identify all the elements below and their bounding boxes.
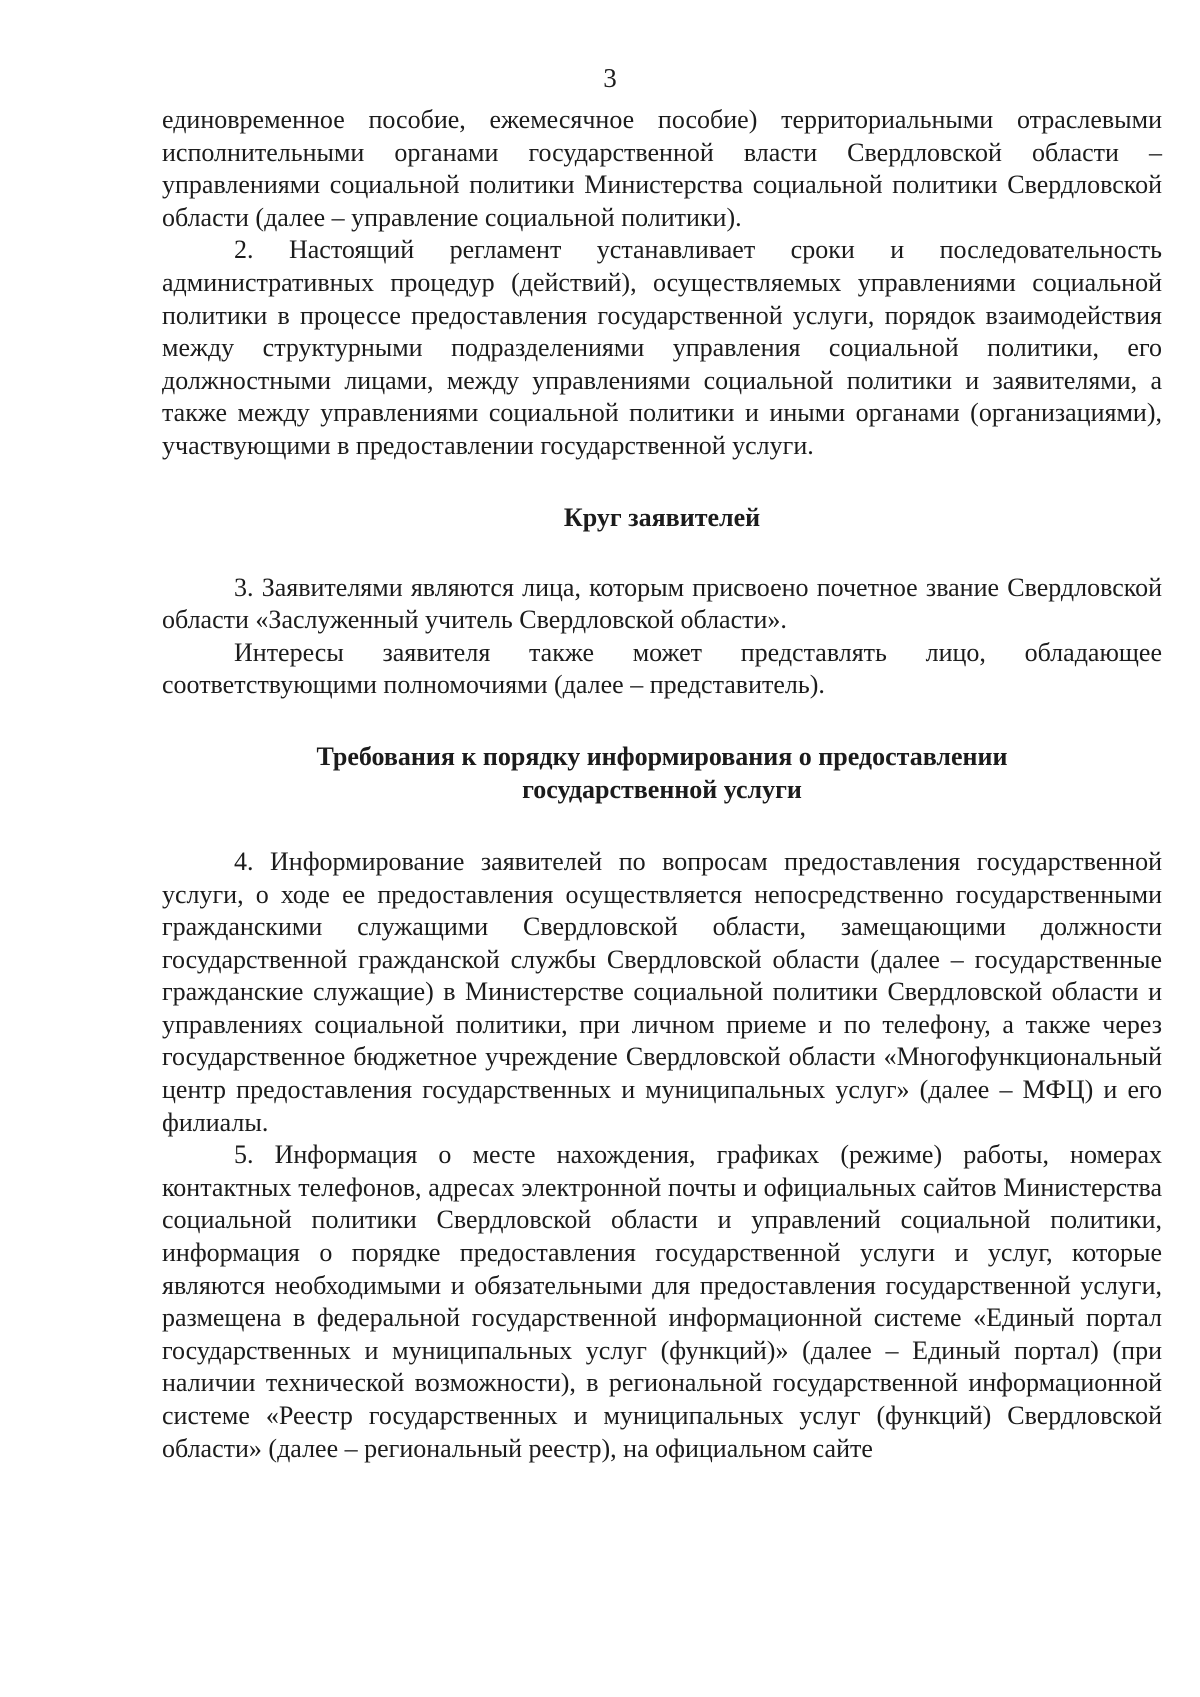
section-heading-informing-line1: Требования к порядку информирования о предоставлении <box>316 741 1008 771</box>
paragraph-continuation: единовременное пособие, ежемесячное пособие) территориальными отраслевыми исполнительными органами государственной власти Свердловской области – управлениями социальной политики Министерства социальной политики Свердловской области (далее – управление социальной политики). <box>162 105 1162 232</box>
document-body <box>162 104 1162 1465</box>
section-heading-applicants: Круг заявителей <box>563 502 761 532</box>
page-number: 3 <box>603 63 617 93</box>
paragraph-2: 2. Настоящий регламент устанавливает сроки и последовательность административных процедур (действий), осуществляемых управлениями социальной политики в процессе предоставления государственной услуги, порядок взаимодействия между структурными подразделениями управления социальной политики, его должностными лицами, между управлениями социальной политики и заявителями, а также между управлениями социальной политики и иными органами (организациями), участвующими в предоставлении государственной услуги. <box>162 235 1162 460</box>
paragraph-4: 4. Информирование заявителей по вопросам предоставления государственной услуги, о ходе ее предоставления осуществляется непосредственно государственными гражданскими служащими Свердловской области, замещающими должности государственной гражданской службы Свердловской области (далее – государственные гражданские служащие) в Министерстве социальной политики Свердловской области и управлениях социальной политики, при личном приеме и по телефону, а также через государственное бюджетное учреждение Свердловской области «Многофункциональный центр предоставления государственных и муниципальных услуг» (далее – МФЦ) и его филиалы. <box>162 846 1162 1137</box>
paragraph-representative: Интересы заявителя также может представлять лицо, обладающее соответствующими полномочиями (далее – представитель). <box>162 637 1162 700</box>
section-heading-informing-line2: государственной услуги <box>522 774 802 804</box>
paragraph-5: 5. Информация о месте нахождения, графиках (режиме) работы, номерах контактных телефонов, адресах электронной почты и официальных сайтов Министерства социальной политики Свердловской области и управлений социальной политики, информация о порядке предоставления государственной услуги и услуг, которые являются необходимыми и обязательными для предоставления государственной услуги, размещена в федеральной государственной информационной системе «Единый портал государственных и муниципальных услуг (функций)» (далее – Единый портал) (при наличии технической возможности), в региональной государственной информационной системе «Реестр государственных и муниципальных услуг (функций) Свердловской области» (далее – региональный реестр), на официальном сайте <box>162 1140 1162 1463</box>
paragraph-3: 3. Заявителями являются лица, которым присвоено почетное звание Свердловской области «Заслуженный учитель Свердловской области». <box>162 572 1162 635</box>
section-heading-informing <box>162 740 1162 806</box>
